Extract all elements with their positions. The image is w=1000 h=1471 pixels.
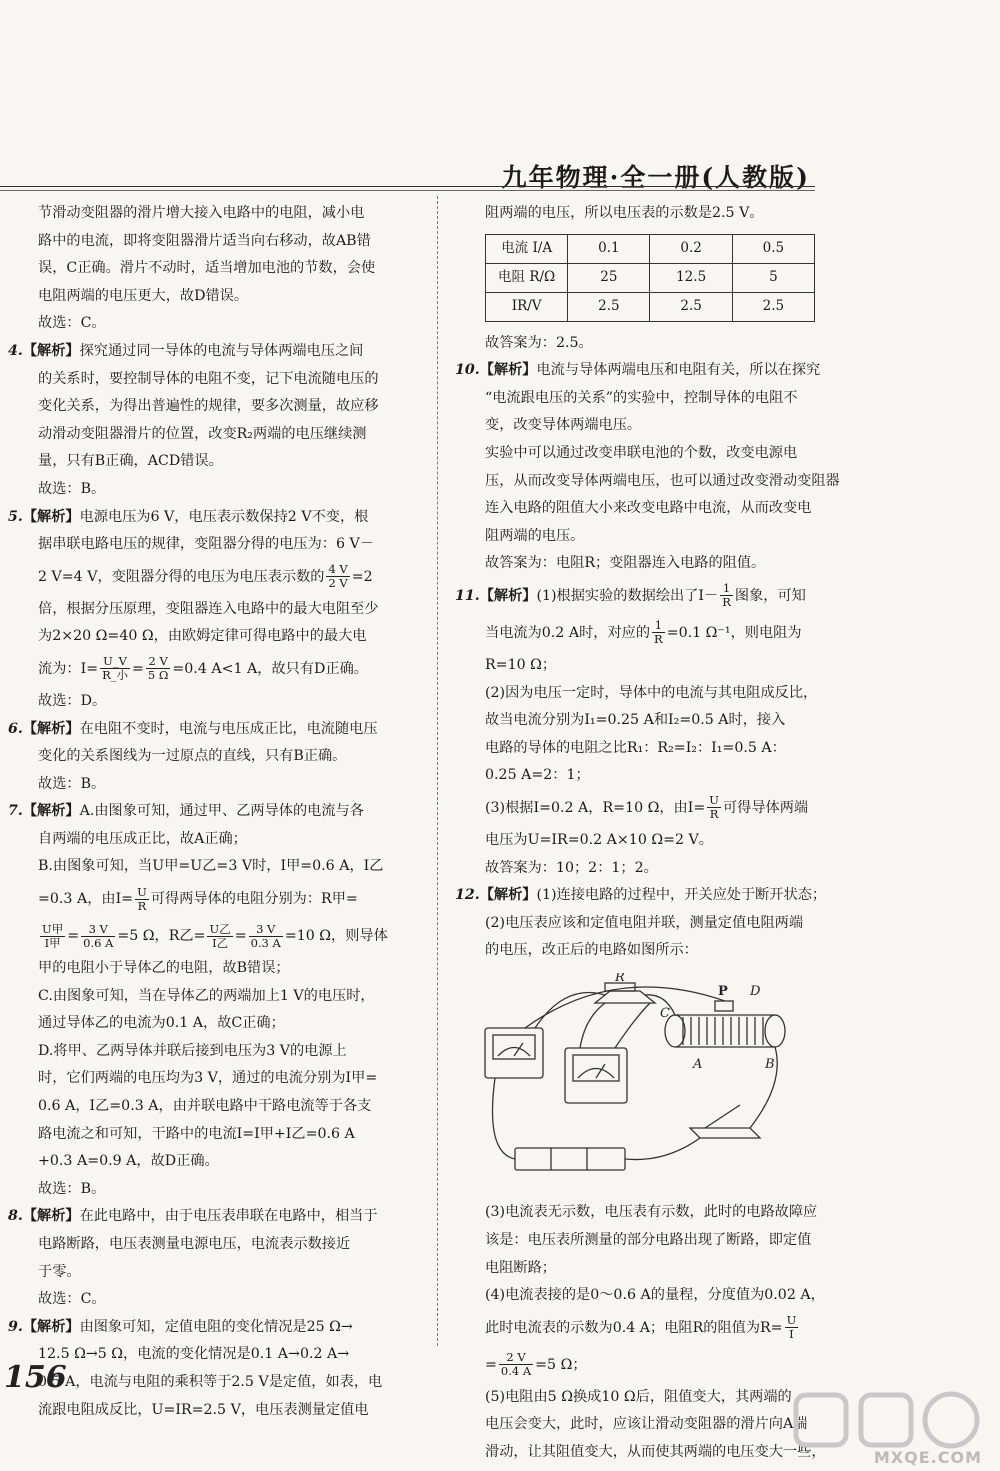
text-span: 图象，可知 (734, 587, 806, 604)
data-table (485, 234, 815, 322)
denominator: 0.3 A (250, 935, 281, 950)
fraction (207, 923, 232, 950)
question-number: 6. (8, 720, 23, 737)
q12-line-1 (455, 882, 827, 910)
text-line: 实验中可以通过改变串联电池的个数，改变电源电 (485, 444, 798, 461)
q6-line-1 (8, 716, 426, 744)
text-line: C.由图象可知，当在导体乙的两端加上1 V的电压时， (38, 987, 375, 1004)
question-number: 10. (455, 362, 480, 379)
table-cell: 5 (732, 263, 814, 292)
text-span: 此时电流表的示数为0.4 A；电阻R的阻值为R= (485, 1319, 783, 1336)
denominator: 0.6 A (83, 935, 114, 950)
voltmeter-scale (578, 1068, 614, 1078)
q7-line-1 (8, 798, 426, 826)
table-cell: IR/V (486, 292, 568, 321)
rheostat-end-right (765, 1015, 785, 1047)
text-line: (2)电压表应该和定值电阻并联，测量定值电阻两端 (485, 914, 804, 931)
text-line: 路电流之和可知，干路中的电流I=I甲+I乙=0.6 A (38, 1125, 355, 1142)
page-header-title: 九年物理·全一册(人教版) (501, 163, 810, 192)
label-a: A (693, 1056, 703, 1072)
table-cell: 0.2 (650, 234, 732, 263)
analysis-tag: 【解析】 (22, 508, 80, 525)
table-cell: 2.5 (568, 292, 650, 321)
table-cell: 0.5 (732, 234, 814, 263)
question-number: 12. (455, 887, 480, 904)
table-row (486, 263, 815, 292)
analysis-tag: 【解析】 (22, 1318, 80, 1335)
numerator: 2 V (146, 655, 171, 669)
switch-lever (705, 1105, 740, 1128)
text-line: D.将甲、乙两导体并联后接到电压为3 V的电源上 (38, 1042, 347, 1059)
numerator: U (786, 1313, 797, 1328)
question-number: 5. (8, 508, 23, 525)
battery-pack (515, 1148, 625, 1170)
table-row (486, 234, 815, 263)
text-line: 量，只有B正确，ACD错误。 (38, 453, 223, 470)
page-number: 156 (4, 1360, 67, 1395)
text-span: =5 Ω； (535, 1356, 587, 1373)
text-span: =0.3 A，由I= (38, 891, 134, 908)
text-line: 故选：B。 (38, 1180, 106, 1197)
text-line: “电流跟电压的关系”的实验中，控制导体的电阻不 (485, 389, 798, 406)
text-line: 电路的导体的电阻之比R₁：R₂=I₂：I₁=0.5 A： (485, 739, 786, 756)
table-cell: 2.5 (732, 292, 814, 321)
header-rule (0, 186, 815, 187)
text-line: 变，改变导体两端电压。 (485, 417, 642, 434)
text-span: =2 (351, 568, 373, 585)
text-line: (4)电流表接的是0～0.6 A的量程，分度值为0.02 A， (485, 1287, 825, 1304)
text-line: 变化关系，为得出普遍性的规律，要多次测量，故应移 (38, 398, 379, 415)
text-line: 据串联电路电压的规律，变阻器分得的电压为：6 V－ (38, 536, 374, 553)
table-cell: 电阻 R/Ω (486, 263, 568, 292)
header-rule-thin (0, 190, 815, 191)
text-span: =5 Ω，R乙= (117, 928, 206, 945)
text-line: 故选：B。 (38, 480, 106, 497)
text-line: (3)电流表无示数，电压表有示数，此时的电路故障应 (485, 1204, 818, 1221)
text-span: 当电流为0.2 A时，对应的 (485, 624, 651, 641)
text-line: 0.5 A，电流与电阻的乘积等于2.5 V是定值，如表，电 (38, 1373, 383, 1390)
formula-line (455, 790, 815, 827)
text-line: 压，从而改变导体两端电压，也可以通过改变滑动变阻器 (485, 472, 840, 489)
text-span: =0.1 Ω⁻¹，则电阻为 (666, 624, 802, 641)
formula-line (455, 615, 815, 652)
fraction (707, 794, 721, 821)
fixed-resistor (595, 991, 655, 1003)
text-line: 连入电路的阻值大小来改变电路中电流，从而改变电 (485, 500, 812, 517)
wire (625, 1138, 700, 1160)
denominator: R (137, 898, 147, 913)
wire (580, 1003, 605, 1048)
text-line: 故答案为：10；2：1；2。 (485, 859, 658, 876)
text-line: 为2×20 Ω=40 Ω，由欧姆定律可得电路中的最大电 (38, 628, 367, 645)
text-line: 0.6 A，I乙=0.3 A，由并联电路中干路电流等于各支 (38, 1098, 372, 1115)
formula-line (8, 559, 426, 596)
text-line: 电路断路，电压表测量电源电压，电流表示数接近 (38, 1236, 351, 1252)
text-line: 通过导体乙的电流为0.1 A，故C正确； (38, 1015, 285, 1032)
table-cell: 电流 I/A (486, 234, 568, 263)
text-line: 于零。 (38, 1263, 81, 1280)
question-number: 9. (8, 1318, 23, 1335)
text-span: 可得两导体的电阻分别为：R甲= (150, 891, 358, 908)
analysis-tag: 【解析】 (479, 887, 537, 904)
numerator: 3 V (81, 923, 115, 937)
fraction (499, 1351, 533, 1378)
analysis-tag: 【解析】 (479, 587, 537, 604)
text-line: 滑动，让其阻值变大，从而使其两端的电压变大一些， (485, 1444, 826, 1461)
fraction (249, 923, 283, 950)
q9-line-1 (8, 1314, 426, 1342)
question-number: 4. (8, 342, 23, 359)
text-line: (2)因为电压一定时，导体中的电流与其电阻成反比， (485, 684, 818, 701)
text-span: A.由图象可知，通过甲、乙两导体的电流与各 (79, 803, 364, 820)
formula-line (8, 651, 426, 688)
table-cell: 25 (568, 263, 650, 292)
fraction (326, 563, 349, 590)
numerator: 1 (720, 582, 733, 596)
text-span: 2 V=4 V，变阻器分得的电压为电压表示数的 (38, 568, 325, 585)
text-line: 的电压，改正后的电路如图所示： (485, 942, 698, 959)
watermark-glyph (861, 1395, 911, 1445)
text-line: 故选：B。 (38, 775, 106, 792)
analysis-tag: 【解析】 (22, 803, 80, 820)
text-line: 故答案为：2.5。 (485, 334, 593, 351)
numerator: U (709, 793, 719, 808)
q11-line-1 (455, 578, 815, 615)
text-line: R=10 Ω； (485, 656, 557, 673)
text-line: 路中的电流，即将变阻器滑片适当向右移动，故AB错 (38, 232, 371, 249)
text-span: (1)根据实验的数据绘出了I－ (536, 587, 719, 604)
text-span: = (131, 660, 144, 677)
column-divider (437, 196, 438, 1346)
numerator: U (137, 884, 147, 899)
ammeter-scale (498, 1047, 530, 1056)
circuit-diagram (465, 973, 805, 1183)
text-line: 倍，根据分压原理，变阻器连入电路中的最大电阻至少 (38, 600, 379, 617)
text-line: (5)电阻由5 Ω换成10 Ω后，阻值变大，其两端的 (485, 1388, 792, 1405)
text-line: 故选：D。 (38, 692, 107, 709)
table-row (486, 292, 815, 321)
text-line: 故当电流分别为I₁=0.25 A和I₂=0.5 A时，接入 (485, 712, 786, 729)
text-line: 故答案为：电阻R；变阻器连入电路的阻值。 (485, 555, 766, 572)
analysis-tag: 【解析】 (22, 342, 80, 359)
question-number: 11. (455, 587, 480, 604)
question-number: 8. (8, 1208, 23, 1225)
voltmeter (565, 1048, 627, 1103)
numerator: U_V (100, 655, 130, 669)
text-span: 流为：I= (38, 660, 99, 677)
numerator: U乙 (209, 921, 231, 936)
text-line: 电压为U=IR=0.2 A×10 Ω=2 V。 (485, 831, 713, 848)
text-line: 误，C正确。滑片不动时，适当增加电池的节数，会使 (38, 260, 376, 277)
text-span: (3)根据I=0.2 A，R=10 Ω，由I= (485, 799, 706, 816)
text-line: 该是：电压表所测量的部分电路出现了断路，即定值 (485, 1232, 812, 1249)
text-line: 变化的关系图线为一过原点的直线，只有B正确。 (38, 748, 347, 765)
formula-line (8, 918, 426, 955)
denominator: 0.4 A (500, 1364, 532, 1379)
text-line: 节滑动变阻器的滑片增大接入电路中的电阻，减小电 (38, 205, 365, 221)
text-line: B.由图象可知，当U甲=U乙=3 V时，I甲=0.6 A，I乙 (38, 858, 384, 875)
text-line: 动滑动变阻器滑片的位置，改变R₂两端的电压继续测 (38, 425, 367, 442)
text-line: 甲的电阻小于导体乙的电阻，故B错误； (38, 960, 290, 977)
switch-base (690, 1128, 760, 1138)
numerator: 2 V (499, 1351, 533, 1365)
text-span: 在电阻不变时，电流与电压成正比，电流随电压 (79, 720, 378, 737)
wire (535, 992, 605, 1028)
denominator: I甲 (44, 935, 61, 950)
label-d: D (750, 983, 761, 999)
text-line: 阻两端的电压，所以电压表的示数是2.5 V。 (485, 205, 764, 221)
label-b: B (765, 1056, 775, 1072)
label-r: R (615, 972, 625, 985)
fraction (81, 923, 115, 950)
q10-line-1 (455, 357, 821, 385)
text-line: 自两端的电压成正比，故A正确； (38, 830, 247, 847)
text-line: +0.3 A=0.9 A，故D正确。 (38, 1153, 219, 1170)
rheostat-coil (683, 1017, 763, 1045)
wire (615, 1003, 650, 1048)
text-line: 0.25 A=2：1； (485, 767, 590, 784)
numerator: U甲 (42, 921, 64, 936)
text-line: 12.5 Ω→5 Ω，电流的变化情况是0.1 A→0.2 A→ (38, 1346, 350, 1363)
wire (493, 1078, 516, 1159)
denominator: 2 V (328, 576, 348, 591)
text-line: 故选：C。 (38, 315, 106, 332)
right-column (455, 200, 840, 1467)
question-number: 7. (8, 803, 23, 820)
denominator: I乙 (212, 935, 229, 950)
rheostat-slider (715, 1001, 733, 1011)
formula-line (8, 881, 426, 918)
denominator: 5 Ω (147, 668, 169, 683)
fraction (100, 655, 130, 682)
numerator: 4 V (328, 562, 348, 577)
text-span: =0.4 A<1 A，故只有D正确。 (172, 660, 368, 677)
denominator: R (722, 595, 731, 610)
analysis-tag: 【解析】 (22, 720, 80, 737)
label-c: C (660, 1005, 670, 1021)
analysis-tag: 【解析】 (479, 362, 537, 379)
text-span: = (67, 928, 80, 945)
text-span: = (485, 1356, 497, 1373)
text-line: 的关系时，要控制导体的电阻不变，记下电流随电压的 (38, 370, 379, 387)
text-span: (1)连接电路的过程中，开关应处于断开状态； (536, 887, 827, 904)
q4-line-1 (8, 338, 426, 366)
fraction (40, 923, 65, 950)
text-span: = (234, 928, 247, 945)
q8-line-1 (8, 1203, 426, 1231)
watermark-text: MXQE.COM (873, 1448, 982, 1467)
text-span: 可得导体两端 (722, 799, 809, 816)
denominator: I (789, 1327, 794, 1342)
text-span: 由图象可知，定值电阻的变化情况是25 Ω→ (79, 1318, 353, 1335)
wire (525, 987, 725, 1028)
numerator: 1 (652, 619, 665, 633)
text-span: 电流与导体两端电压和电阻有关，所以在探究 (536, 362, 821, 379)
voltmeter-needle (596, 1064, 605, 1078)
fraction (785, 1314, 799, 1341)
table-cell: 0.1 (568, 234, 650, 263)
text-line: 阻两端的电压。 (485, 527, 585, 544)
formula-line (455, 1347, 815, 1384)
label-p: P (718, 983, 728, 999)
fraction (146, 655, 171, 682)
text-line: 故选：C。 (38, 1291, 106, 1308)
text-line: 电阻断路； (485, 1259, 556, 1276)
numerator: 3 V (249, 923, 283, 937)
text-line: 电压会变大，此时，应该让滑动变阻器的滑片向A端 (485, 1416, 808, 1433)
denominator: R (654, 632, 663, 647)
denominator: R (709, 807, 719, 822)
table-cell: 12.5 (650, 263, 732, 292)
text-span: =10 Ω，则导体 (284, 928, 388, 945)
denominator: R_小 (102, 668, 128, 683)
text-line: 时，它们两端的电压均为3 V，通过的电流分别为I甲= (38, 1070, 378, 1087)
q5-line-1 (8, 504, 426, 532)
formula-line (455, 1310, 815, 1347)
text-span: 电源电压为6 V，电压表示数保持2 V不变，根 (79, 508, 369, 525)
watermark-glyph (796, 1395, 846, 1445)
text-span: 在此电路中，由于电压表串联在电路中，相当于 (79, 1208, 378, 1225)
fraction (135, 886, 149, 913)
table-cell: 2.5 (650, 292, 732, 321)
fraction (720, 582, 733, 609)
analysis-tag: 【解析】 (22, 1208, 80, 1225)
text-line: 电阻两端的电压更大，故D错误。 (38, 287, 249, 304)
left-column (8, 200, 426, 1424)
text-span: 探究通过同一导体的电流与导体两端电压之间 (79, 342, 364, 359)
text-line: 流跟电阻成反比，U=IR=2.5 V，电压表测量定值电 (38, 1401, 369, 1418)
fraction (652, 619, 665, 646)
watermark-glyph (925, 1394, 977, 1446)
